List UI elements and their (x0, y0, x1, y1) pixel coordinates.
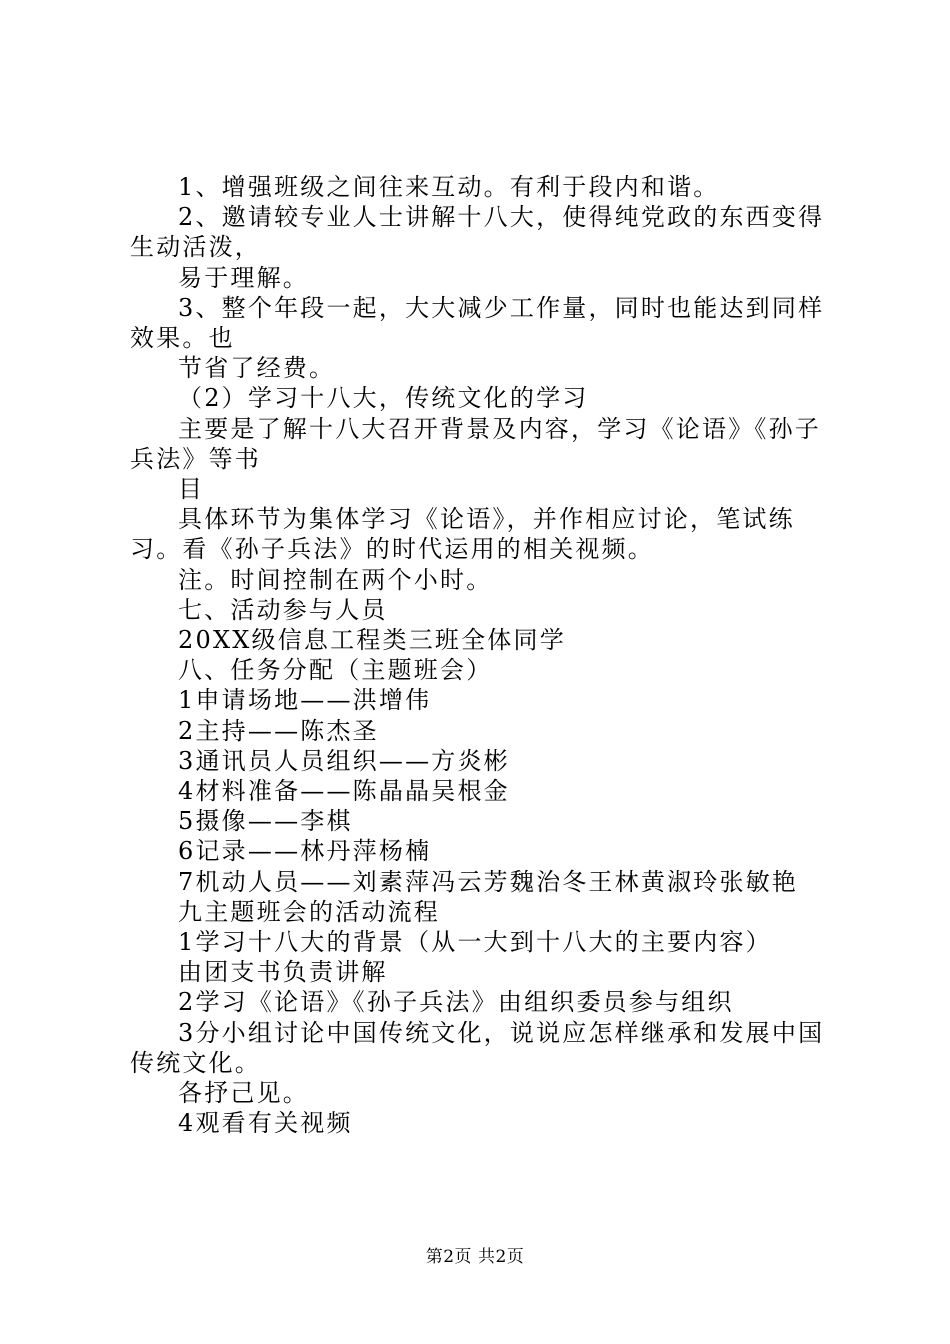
page-footer: 第2页 共2页 (425, 1247, 525, 1267)
document-body (130, 172, 842, 1139)
paragraph: 各抒己见。 (178, 1079, 309, 1108)
paragraph: 节省了经费。 (178, 354, 336, 383)
paragraph: （2）学习十八大，传统文化的学习 (178, 384, 589, 413)
paragraph: 7机动人员——刘素萍冯云芳魏治冬王林黄淑玲张敏艳 (178, 867, 799, 896)
paragraph: 20XX级信息工程类三班全体同学 (178, 626, 566, 655)
paragraph: 1学习十八大的背景（从一大到十八大的主要内容） (178, 928, 772, 957)
paragraph: 1申请场地——洪增伟 (178, 686, 432, 715)
paragraph: 由团支书负责讲解 (178, 958, 388, 987)
paragraph: 2、邀请较专业人士讲解十八大，使得纯党政的东西变得生动活泼， (130, 203, 825, 262)
paragraph: 3、整个年段一起，大大减少工作量，同时也能达到同样效果。也 (130, 293, 825, 353)
paragraph: 3通讯员人员组织——方炎彬 (178, 746, 510, 775)
paragraph: 目 (178, 475, 205, 504)
paragraph: 5摄像——李棋 (178, 807, 353, 836)
paragraph: 九主题班会的活动流程 (178, 897, 440, 926)
paragraph: 4材料准备——陈晶晶吴根金 (178, 777, 510, 806)
paragraph: 八、任务分配（主题班会） (178, 656, 493, 685)
paragraph: 1、增强班级之间往来互动。有利于段内和谐。 (178, 173, 720, 201)
paragraph: 6记录——林丹萍杨楠 (178, 837, 432, 866)
paragraph: 具体环节为集体学习《论语》，并作相应讨论，笔试练习。看《孙子兵法》的时代运用的相关视频。 (130, 505, 795, 564)
paragraph: 3分小组讨论中国传统文化，说说应怎样继承和发展中国传统文化。 (130, 1018, 825, 1077)
paragraph: 主要是了解十八大召开背景及内容，学习《论语》《孙子兵法》等书 (130, 414, 821, 473)
paragraph: 2主持——陈杰圣 (178, 716, 379, 745)
paragraph: 易于理解。 (178, 263, 309, 292)
paragraph: 2学习《论语》《孙子兵法》由组织委员参与组织 (178, 988, 734, 1017)
paragraph: 4观看有关视频 (178, 1109, 353, 1138)
paragraph: 七、活动参与人员 (178, 595, 388, 624)
paragraph: 注。时间控制在两个小时。 (178, 565, 493, 594)
